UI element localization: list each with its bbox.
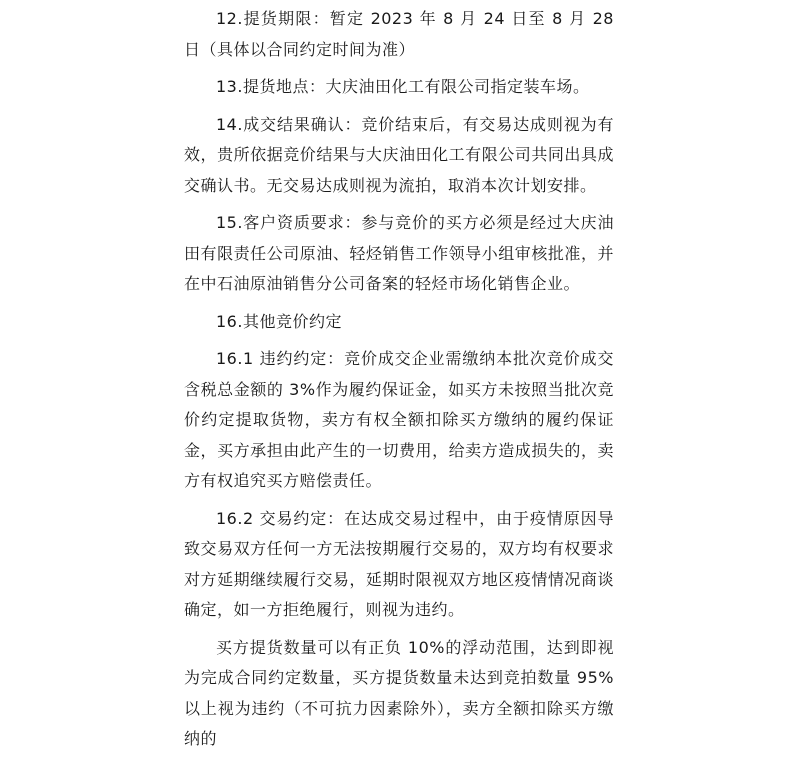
paragraph-pickup-quantity: 买方提货数量可以有正负 10%的浮动范围，达到即视为完成合同约定数量，买方提货数量未达到竞拍数量 95%以上视为违约（不可抗力因素除外），卖方全额扣除买方缴纳的 — [184, 637, 614, 748]
document-page — [184, 4, 614, 762]
paragraph-delivery-period: 12.提货期限：暂定 2023 年 8 月 24 日至 8 月 28 日（具体以合同约定时间为准） — [184, 9, 614, 59]
paragraph-customer-qualification: 15.客户资质要求：参与竞价的买方必须是经过大庆油田有限责任公司原油、轻烃销售工作领导小组审核批准，并在中石油原油销售分公司备案的轻烃市场化销售企业。 — [184, 213, 614, 293]
paragraph-delivery-location: 13.提货地点：大庆油田化工有限公司指定装车场。 — [216, 77, 590, 96]
paragraph-result-confirmation: 14.成交结果确认：竞价结束后，有交易达成则视为有效，贵所依据竞价结果与大庆油田化工有限公司共同出具成交确认书。无交易达成则视为流拍，取消本次计划安排。 — [184, 114, 614, 195]
paragraph-transaction-terms: 16.2 交易约定：在达成交易过程中，由于疫情原因导致交易双方任何一方无法按期履行交易的，双方均有权要求对方延期继续履行交易，延期时限视双方地区疫情情况商谈确定，如一方拒绝履行，则视为违约。 — [184, 508, 614, 619]
paragraph-default-terms: 16.1 违约约定：竞价成交企业需缴纳本批次竞价成交含税总金额的 3%作为履约保证金，如买方未按照当批次竞价约定提取货物，卖方有权全额扣除买方缴纳的履约保证金，买方承担由此产生的一切费用，给卖方造成损失的，卖方有权追究买方赔偿责任。 — [184, 349, 614, 490]
paragraph-other-bidding-terms: 16.其他竞价约定 — [216, 311, 342, 331]
